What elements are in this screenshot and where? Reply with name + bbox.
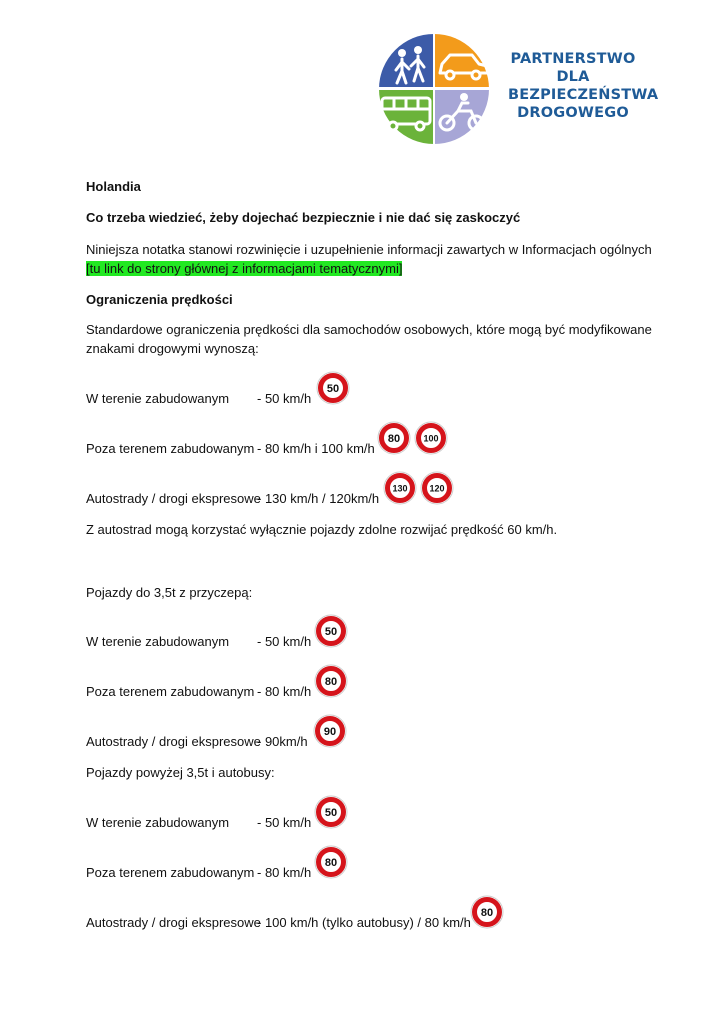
limit-label: Poza terenem zabudowanym: [86, 684, 255, 699]
limit-value: - 80 km/h: [257, 865, 312, 880]
speed-intro-text: znakami drogowymi wynoszą:: [86, 341, 259, 356]
limit-value: - 50 km/h: [257, 815, 312, 830]
limit-value: - 130 km/h / 120km/h: [257, 491, 380, 506]
speed-sign-icon: [316, 371, 350, 405]
limit-label: W terenie zabudowanym: [86, 815, 230, 830]
speed-sign-icon: [383, 471, 417, 505]
speed-sign-value: 80: [387, 433, 401, 445]
speed-sign-icon: [470, 895, 504, 929]
limit-value: - 80 km/h: [257, 684, 312, 699]
speed-limits-heading: Ograniczenia prędkości: [86, 292, 233, 307]
limit-label: Poza terenem zabudowanym: [86, 865, 255, 880]
logo-text: [508, 50, 659, 122]
speed-sign-value: 90: [323, 726, 337, 738]
speed-sign-value: 100: [423, 433, 439, 444]
speed-sign-value: 80: [324, 676, 338, 688]
limit-label: Autostrady / drogi ekspresowe: [86, 734, 261, 749]
limit-label: Autostrady / drogi ekspresowe: [86, 915, 261, 930]
limit-value: - 90km/h: [257, 734, 308, 749]
speed-sign-value: 120: [429, 483, 445, 494]
logo-text-line: BEZPIECZEŃSTWA: [508, 87, 659, 103]
logo-text-line: PARTNERSTWO: [510, 51, 636, 67]
speed-sign-icon: [313, 714, 347, 748]
speed-sign-value: 80: [324, 857, 338, 869]
limit-value: - 50 km/h: [257, 391, 312, 406]
speed-intro-text: Standardowe ograniczenia prędkości dla samochodów osobowych, które mogą być modyfikowane: [86, 322, 652, 337]
logo-text-line: DLA: [556, 69, 590, 85]
speed-sign-icon: [314, 664, 348, 698]
limit-value: - 50 km/h: [257, 634, 312, 649]
speed-sign-icon: [420, 471, 454, 505]
highlighted-link-text[interactable]: [tu link do strony głównej z informacjami tematycznymi]: [86, 261, 403, 276]
document-subtitle: Co trzeba wiedzieć, żeby dojechać bezpiecznie i nie dać się zaskoczyć: [86, 210, 521, 225]
country-heading: Holandia: [86, 179, 141, 194]
speed-sign-icon: [414, 421, 448, 455]
section-heading: Pojazdy do 3,5t z przyczepą:: [86, 585, 253, 600]
motorway-note: Z autostrad mogą korzystać wyłącznie pojazdy zdolne rozwijać prędkość 60 km/h.: [86, 522, 558, 537]
speed-sign-value: 50: [324, 626, 338, 638]
section-heading: Pojazdy powyżej 3,5t i autobusy:: [86, 765, 275, 780]
limit-label: W terenie zabudowanym: [86, 634, 230, 649]
speed-sign-icon: [314, 614, 348, 648]
speed-sign-value: 50: [324, 807, 338, 819]
logo-text-line: DROGOWEGO: [517, 105, 629, 121]
organization-logo: [376, 33, 492, 145]
intro-text: Niniejsza notatka stanowi rozwinięcie i uzupełnienie informacji zawartych w Informacjach ogólnych: [86, 242, 652, 257]
limit-value: - 80 km/h i 100 km/h: [257, 441, 375, 456]
intro-link-placeholder[interactable]: [86, 259, 402, 279]
speed-sign-icon: [314, 795, 348, 829]
speed-sign-value: 50: [326, 383, 340, 395]
speed-sign-value: 130: [392, 483, 408, 494]
speed-sign-icon: [314, 845, 348, 879]
limit-label: W terenie zabudowanym: [86, 391, 230, 406]
speed-sign-icon: [377, 421, 411, 455]
speed-sign-value: 80: [480, 907, 494, 919]
limit-label: Autostrady / drogi ekspresowe: [86, 491, 261, 506]
limit-label: Poza terenem zabudowanym: [86, 441, 255, 456]
limit-value: - 100 km/h (tylko autobusy) / 80 km/h: [257, 915, 471, 930]
